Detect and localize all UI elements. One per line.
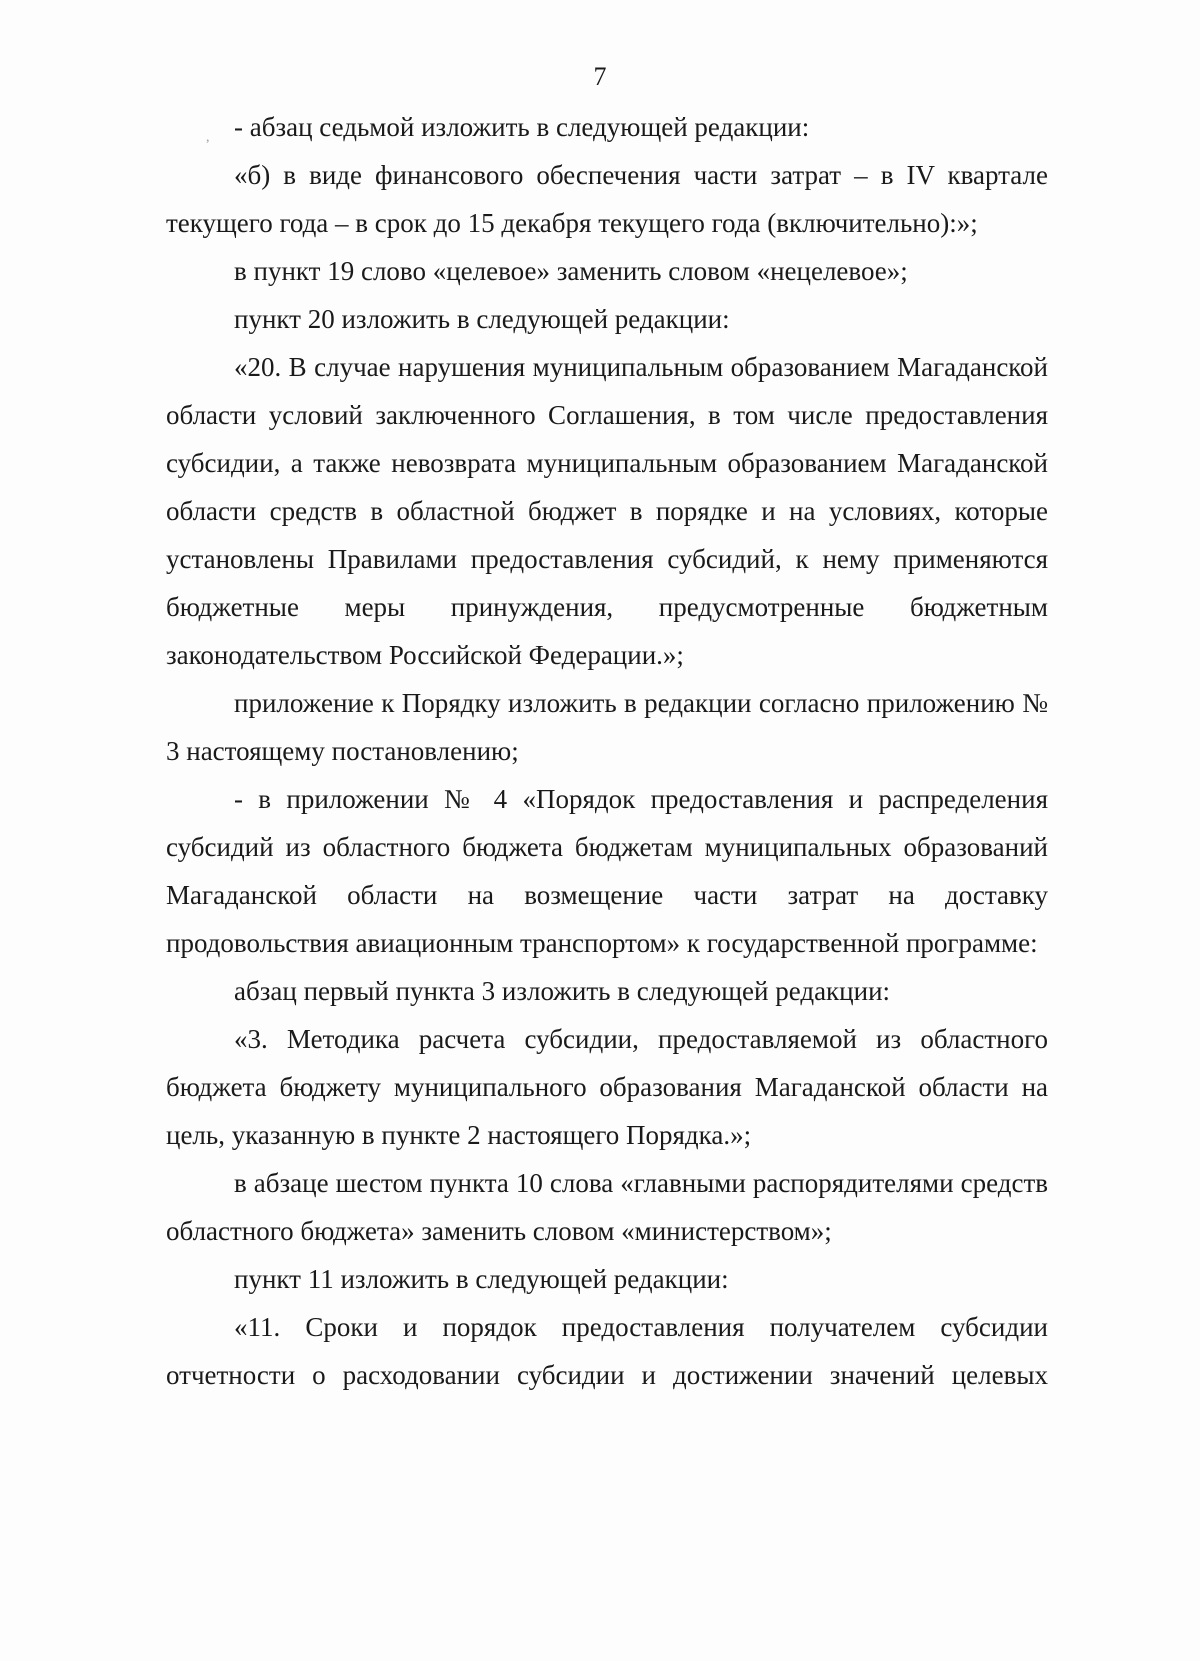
paragraph: «б) в виде финансового обеспечения части затрат – в IV квартале текущего года – в срок до 15 декабря текущего года (включительно):»; (166, 160, 1048, 238)
page-number: 7 (593, 62, 607, 91)
paragraph: «20. В случае нарушения муниципальным образованием Магаданской области условий заключенного Соглашения, в том числе предоставления субсидии, а также невозврата муниципальным образованием Магаданской области средств в областной бюджет в порядке и на условиях, которые установлены Правилами предоставления субсидий, к нему применяются бюджетные меры принуждения, предусмотренные бюджетным законодательством Российской Федерации.»; (166, 352, 1048, 670)
document-body (166, 103, 1048, 1399)
paragraph: абзац первый пункта 3 изложить в следующей редакции: (234, 976, 891, 1006)
paragraph: пункт 11 изложить в следующей редакции: (234, 1264, 729, 1294)
paragraph: в пункт 19 слово «целевое» заменить словом «нецелевое»; (234, 256, 908, 286)
paragraph: в абзаце шестом пункта 10 слова «главными распорядителями средств областного бюджета» заменить словом «министерством»; (166, 1168, 1048, 1246)
paragraph: - абзац седьмой изложить в следующей редакции: (234, 112, 810, 142)
paragraph: пункт 20 изложить в следующей редакции: (234, 304, 730, 334)
paragraph: «11. Сроки и порядок предоставления получателем субсидии отчетности о расходовании субсидии и достижении значений целевых (166, 1312, 1048, 1390)
paragraph: - в приложении № 4 «Порядок предоставления и распределения субсидий из областного бюджета бюджетам муниципальных образований Магаданской области на возмещение части затрат на доставку продовольствия авиационным транспортом» к государственной программе: (166, 784, 1048, 958)
paragraph: «3. Методика расчета субсидии, предоставляемой из областного бюджета бюджету муниципального образования Магаданской области на цель, указанную в пункте 2 настоящего Порядка.»; (166, 1024, 1048, 1150)
scan-speck: , (206, 130, 210, 145)
paragraph: приложение к Порядку изложить в редакции согласно приложению № 3 настоящему постановлению; (166, 688, 1048, 766)
